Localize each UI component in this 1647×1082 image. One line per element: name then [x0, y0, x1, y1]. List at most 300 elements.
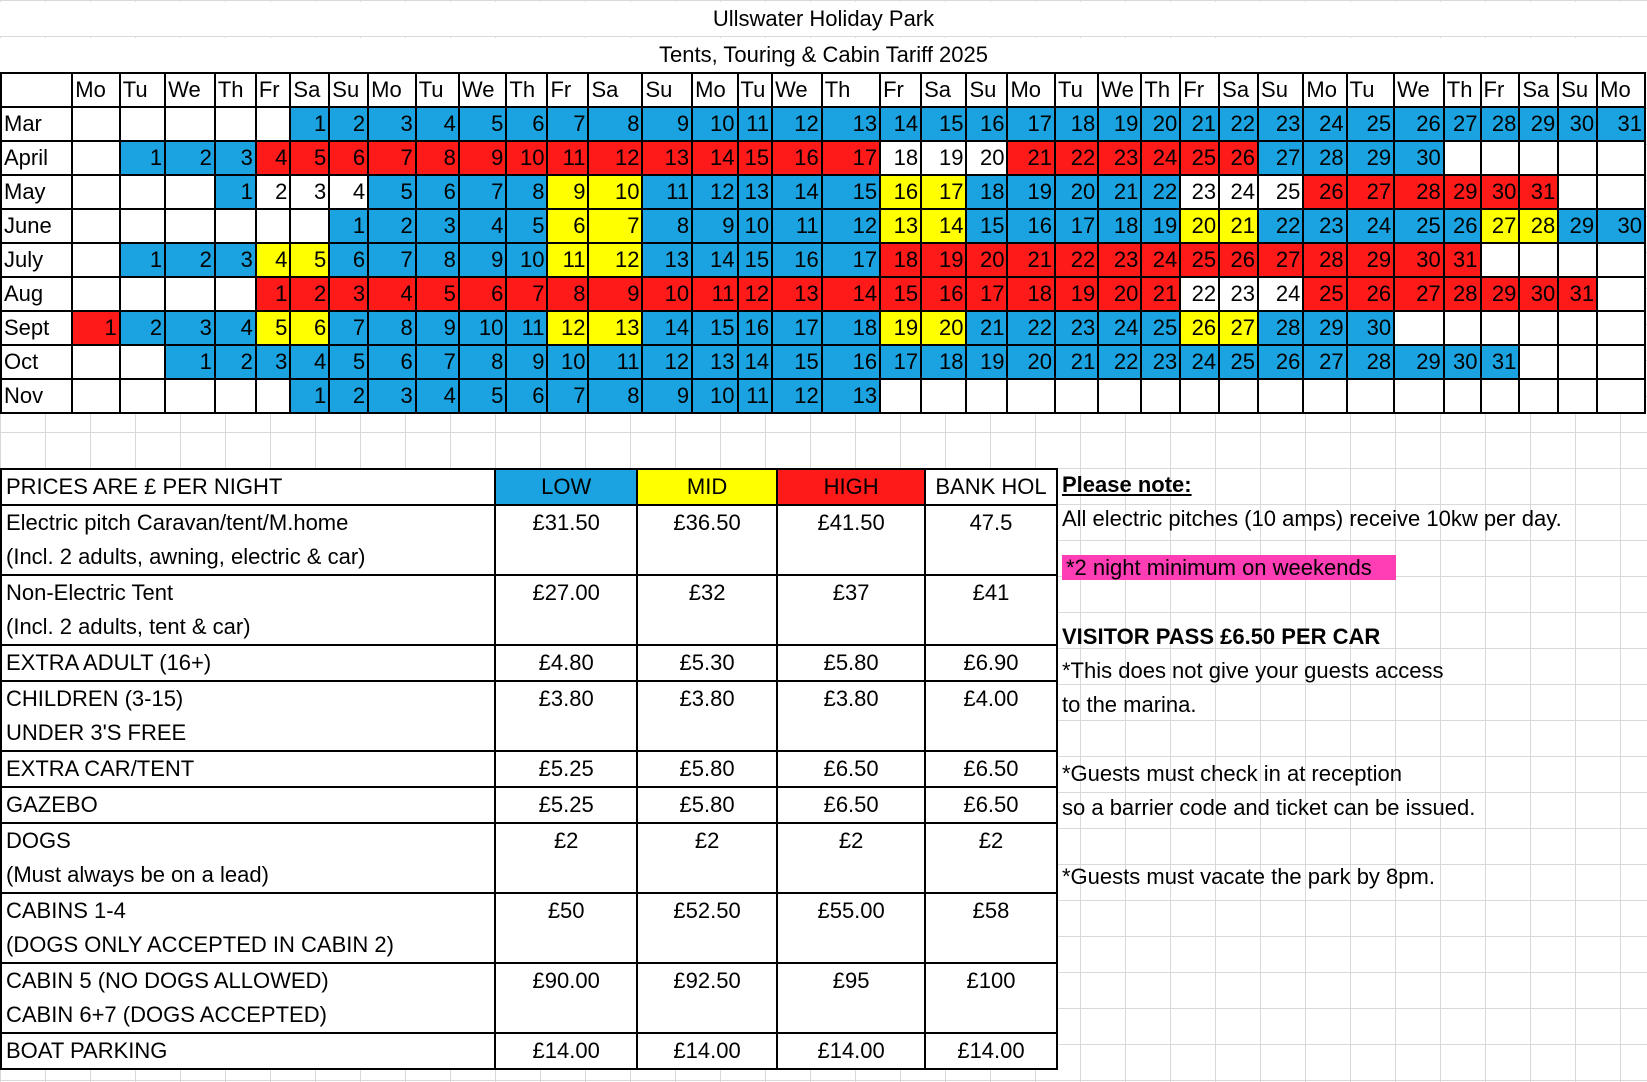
calendar-day: 7	[368, 141, 416, 175]
calendar-day: 12	[692, 175, 737, 209]
calendar-day: 15	[880, 277, 921, 311]
calendar-day: 9	[588, 277, 642, 311]
calendar-day: 12	[738, 277, 773, 311]
day-header: We	[1394, 73, 1444, 107]
mid-season-header: MID	[637, 469, 777, 505]
calendar-day: 10	[459, 311, 507, 345]
calendar-day: 7	[368, 243, 416, 277]
empty-day	[1481, 379, 1520, 413]
calendar-day: 1	[120, 243, 165, 277]
empty-day	[1519, 243, 1558, 277]
calendar-day: 8	[416, 243, 459, 277]
month-name: July	[1, 243, 72, 277]
calendar-day: 25	[1180, 243, 1219, 277]
low-price: £5.25	[495, 787, 636, 823]
calendar-day: 18	[880, 243, 921, 277]
note-electric: All electric pitches (10 amps) receive 10kw per day.	[1062, 506, 1562, 531]
calendar-day: 15	[822, 175, 880, 209]
empty-day	[215, 379, 256, 413]
low-price	[495, 998, 636, 1033]
calendar-day: 12	[772, 379, 822, 413]
calendar-day: 29	[1347, 243, 1395, 277]
calendar-day: 12	[822, 209, 880, 243]
calendar-day: 7	[547, 107, 588, 141]
calendar-day: 6	[416, 175, 459, 209]
empty-day	[1558, 311, 1597, 345]
calendar-day: 1	[290, 379, 329, 413]
empty-day	[1597, 311, 1645, 345]
calendar-day: 17	[772, 311, 822, 345]
high-price	[777, 610, 925, 645]
low-price: £4.80	[495, 645, 636, 681]
day-header: Th	[822, 73, 880, 107]
day-header-row	[1, 73, 1645, 107]
high-price: £3.80	[777, 681, 925, 716]
calendar-day: 29	[1347, 141, 1395, 175]
calendar-day: 23	[1098, 141, 1141, 175]
day-header: Sa	[921, 73, 966, 107]
calendar-day: 27	[1481, 209, 1520, 243]
mid-price: £5.80	[637, 787, 777, 823]
month-row	[1, 345, 1645, 379]
empty-day	[1519, 345, 1558, 379]
price-item-label: EXTRA CAR/TENT	[1, 751, 495, 787]
month-name: Oct	[1, 345, 72, 379]
calendar-day: 6	[329, 141, 368, 175]
calendar-day: 3	[215, 141, 256, 175]
calendar-day: 24	[1180, 345, 1219, 379]
note-checkin-2: so a barrier code and ticket can be issued.	[1062, 795, 1476, 820]
empty-day	[120, 277, 165, 311]
month-name: Nov	[1, 379, 72, 413]
day-header: We	[165, 73, 215, 107]
day-header: Mo	[1303, 73, 1346, 107]
calendar-day: 3	[215, 243, 256, 277]
day-header: Th	[506, 73, 547, 107]
calendar-day: 26	[1219, 141, 1258, 175]
month-name: Aug	[1, 277, 72, 311]
bank-holiday-price: £14.00	[925, 1033, 1057, 1069]
day-header: Tu	[1055, 73, 1098, 107]
calendar-day: 27	[1444, 107, 1481, 141]
price-row	[1, 963, 1057, 998]
bank-holiday-price: £41	[925, 575, 1057, 610]
note-marina-1: *This does not give your guests access	[1062, 658, 1444, 683]
bank-holiday-price: £2	[925, 823, 1057, 858]
low-price: £14.00	[495, 1033, 636, 1069]
calendar-day: 22	[1098, 345, 1141, 379]
empty-day	[880, 379, 921, 413]
calendar-day: 10	[642, 277, 692, 311]
calendar-day: 29	[1481, 277, 1520, 311]
calendar-day: 5	[459, 379, 507, 413]
calendar-day: 19	[880, 311, 921, 345]
calendar-day: 9	[642, 107, 692, 141]
calendar-day: 5	[416, 277, 459, 311]
bank-holiday-price	[925, 716, 1057, 751]
calendar-day: 8	[506, 175, 547, 209]
calendar-day: 13	[642, 243, 692, 277]
high-price: £55.00	[777, 893, 925, 928]
empty-day	[256, 107, 291, 141]
calendar-day: 20	[1055, 175, 1098, 209]
calendar-day: 28	[1394, 175, 1444, 209]
mid-price: £2	[637, 823, 777, 858]
price-row	[1, 610, 1057, 645]
calendar-day: 15	[921, 107, 966, 141]
empty-day	[1597, 277, 1645, 311]
price-row	[1, 928, 1057, 963]
note-checkin-1: *Guests must check in at reception	[1062, 761, 1402, 786]
day-header: Th	[1141, 73, 1180, 107]
calendar-day: 26	[1444, 209, 1481, 243]
calendar-day: 2	[165, 141, 215, 175]
calendar-day: 25	[1219, 345, 1258, 379]
calendar-day: 26	[1347, 277, 1395, 311]
mid-price	[637, 716, 777, 751]
calendar-day: 17	[880, 345, 921, 379]
calendar-day: 9	[547, 175, 588, 209]
low-price	[495, 610, 636, 645]
calendar-day: 3	[256, 345, 291, 379]
month-row	[1, 175, 1645, 209]
calendar-day: 20	[966, 141, 1007, 175]
empty-day	[290, 209, 329, 243]
calendar-day: 18	[822, 311, 880, 345]
price-item-label: GAZEBO	[1, 787, 495, 823]
calendar-day: 30	[1558, 107, 1597, 141]
calendar-day: 9	[692, 209, 737, 243]
mid-price	[637, 928, 777, 963]
calendar-day: 13	[880, 209, 921, 243]
price-item-label: CABINS 1-4	[1, 893, 495, 928]
day-header: Fr	[880, 73, 921, 107]
calendar-day: 17	[822, 243, 880, 277]
bank-holiday-price: £100	[925, 963, 1057, 998]
calendar-day: 6	[329, 243, 368, 277]
calendar-day: 12	[588, 243, 642, 277]
calendar-day: 29	[1519, 107, 1558, 141]
calendar-day: 4	[215, 311, 256, 345]
price-item-label: (DOGS ONLY ACCEPTED IN CABIN 2)	[1, 928, 495, 963]
calendar-day: 4	[368, 277, 416, 311]
calendar-day: 18	[1055, 107, 1098, 141]
calendar-day: 2	[256, 175, 291, 209]
calendar-day: 11	[588, 345, 642, 379]
minimum-stay-highlight: *2 night minimum on weekends	[1062, 555, 1396, 580]
day-header: Mo	[368, 73, 416, 107]
notes-heading: Please note:	[1062, 472, 1192, 497]
day-header: Th	[1444, 73, 1481, 107]
empty-day	[256, 209, 291, 243]
calendar-day: 1	[256, 277, 291, 311]
calendar-day: 12	[772, 107, 822, 141]
calendar-day: 27	[1303, 345, 1346, 379]
calendar-day: 27	[1258, 243, 1303, 277]
day-header: Su	[1258, 73, 1303, 107]
month-row	[1, 311, 1645, 345]
calendar-day: 9	[506, 345, 547, 379]
calendar-day: 9	[459, 243, 507, 277]
calendar-day: 24	[1258, 277, 1303, 311]
empty-day	[72, 379, 120, 413]
calendar-day: 19	[1055, 277, 1098, 311]
calendar-day: 24	[1219, 175, 1258, 209]
calendar-day: 17	[822, 141, 880, 175]
calendar-day: 11	[642, 175, 692, 209]
calendar-day: 27	[1258, 141, 1303, 175]
price-item-label: Non-Electric Tent	[1, 575, 495, 610]
calendar-day: 25	[1394, 209, 1444, 243]
page-subtitle: Tents, Touring & Cabin Tariff 2025	[0, 38, 1647, 72]
low-price: £50	[495, 893, 636, 928]
calendar-day: 5	[459, 107, 507, 141]
empty-day	[215, 209, 256, 243]
calendar-day: 16	[921, 277, 966, 311]
month-name: Sept	[1, 311, 72, 345]
empty-day	[1481, 243, 1520, 277]
calendar-day: 26	[1180, 311, 1219, 345]
high-price: £2	[777, 823, 925, 858]
calendar-day: 10	[588, 175, 642, 209]
calendar-day: 16	[822, 345, 880, 379]
low-price	[495, 540, 636, 575]
day-header: Mo	[1007, 73, 1055, 107]
calendar-day: 28	[1444, 277, 1481, 311]
calendar-day: 18	[921, 345, 966, 379]
calendar-day: 13	[822, 107, 880, 141]
empty-day	[165, 379, 215, 413]
calendar-day: 24	[1303, 107, 1346, 141]
tariff-calendar	[0, 72, 1646, 414]
day-header: Sa	[1519, 73, 1558, 107]
bank-holiday-header: BANK HOL	[925, 469, 1057, 505]
calendar-day: 23	[1098, 243, 1141, 277]
month-row	[1, 379, 1645, 413]
calendar-day: 13	[822, 379, 880, 413]
price-row	[1, 787, 1057, 823]
low-price: £27.00	[495, 575, 636, 610]
day-header: Fr	[1481, 73, 1520, 107]
calendar-day: 2	[329, 107, 368, 141]
calendar-day: 16	[772, 141, 822, 175]
calendar-day: 23	[1303, 209, 1346, 243]
calendar-day: 22	[1055, 243, 1098, 277]
day-header: Sa	[1219, 73, 1258, 107]
calendar-day: 22	[1258, 209, 1303, 243]
day-header: Sa	[588, 73, 642, 107]
calendar-day: 20	[1141, 107, 1180, 141]
calendar-day: 25	[1180, 141, 1219, 175]
calendar-day: 5	[290, 141, 329, 175]
calendar-day: 21	[1098, 175, 1141, 209]
day-header: Su	[966, 73, 1007, 107]
calendar-day: 14	[772, 175, 822, 209]
calendar-day: 20	[966, 243, 1007, 277]
bank-holiday-price	[925, 998, 1057, 1033]
calendar-day: 2	[165, 243, 215, 277]
month-row	[1, 277, 1645, 311]
calendar-day: 10	[506, 141, 547, 175]
calendar-day: 11	[738, 107, 773, 141]
empty-day	[1558, 243, 1597, 277]
page-title: Ullswater Holiday Park	[0, 2, 1647, 36]
calendar-day: 24	[1098, 311, 1141, 345]
day-header: We	[1098, 73, 1141, 107]
empty-day	[215, 107, 256, 141]
high-price	[777, 858, 925, 893]
calendar-day: 3	[290, 175, 329, 209]
empty-day	[215, 277, 256, 311]
calendar-day: 1	[215, 175, 256, 209]
price-row	[1, 1033, 1057, 1069]
bank-holiday-price	[925, 858, 1057, 893]
calendar-day: 28	[1481, 107, 1520, 141]
calendar-day: 6	[368, 345, 416, 379]
calendar-day: 27	[1219, 311, 1258, 345]
calendar-day: 29	[1303, 311, 1346, 345]
calendar-day: 24	[1347, 209, 1395, 243]
price-row	[1, 998, 1057, 1033]
bank-holiday-price: £58	[925, 893, 1057, 928]
calendar-day: 21	[1055, 345, 1098, 379]
calendar-day: 5	[368, 175, 416, 209]
calendar-day: 11	[506, 311, 547, 345]
calendar-day: 10	[692, 107, 737, 141]
low-price: £90.00	[495, 963, 636, 998]
calendar-day: 7	[416, 345, 459, 379]
price-row	[1, 540, 1057, 575]
calendar-day: 25	[1258, 175, 1303, 209]
calendar-day: 9	[459, 141, 507, 175]
empty-day	[1519, 311, 1558, 345]
calendar-day: 2	[215, 345, 256, 379]
empty-day	[1519, 379, 1558, 413]
calendar-day: 6	[506, 379, 547, 413]
calendar-day: 18	[966, 175, 1007, 209]
calendar-day: 18	[1098, 209, 1141, 243]
bank-holiday-price	[925, 928, 1057, 963]
calendar-day: 30	[1347, 311, 1395, 345]
day-header: Tu	[120, 73, 165, 107]
calendar-day: 6	[506, 107, 547, 141]
empty-day	[1007, 379, 1055, 413]
calendar-day: 4	[256, 243, 291, 277]
price-row	[1, 893, 1057, 928]
calendar-day: 15	[738, 243, 773, 277]
calendar-day: 28	[1347, 345, 1395, 379]
calendar-day: 16	[772, 243, 822, 277]
empty-day	[1597, 175, 1645, 209]
empty-day	[1444, 379, 1481, 413]
calendar-day: 22	[1180, 277, 1219, 311]
empty-day	[165, 175, 215, 209]
calendar-day: 14	[822, 277, 880, 311]
high-price: £6.50	[777, 751, 925, 787]
calendar-day: 12	[588, 141, 642, 175]
day-header: We	[459, 73, 507, 107]
low-price	[495, 858, 636, 893]
empty-day	[72, 345, 120, 379]
calendar-day: 7	[506, 277, 547, 311]
calendar-day: 16	[966, 107, 1007, 141]
calendar-day: 22	[1055, 141, 1098, 175]
empty-day	[1347, 379, 1395, 413]
empty-day	[120, 345, 165, 379]
calendar-day: 16	[738, 311, 773, 345]
calendar-day: 21	[1180, 107, 1219, 141]
calendar-day: 31	[1597, 107, 1645, 141]
empty-day	[165, 107, 215, 141]
calendar-day: 25	[1347, 107, 1395, 141]
calendar-day: 17	[921, 175, 966, 209]
day-header: Fr	[547, 73, 588, 107]
empty-day	[165, 277, 215, 311]
empty-day	[1597, 379, 1645, 413]
day-header: Su	[1558, 73, 1597, 107]
calendar-day: 26	[1394, 107, 1444, 141]
calendar-day: 29	[1394, 345, 1444, 379]
mid-price: £32	[637, 575, 777, 610]
empty-day	[1141, 379, 1180, 413]
low-price: £3.80	[495, 681, 636, 716]
price-item-label: CHILDREN (3-15)	[1, 681, 495, 716]
month-row	[1, 141, 1645, 175]
day-header: Sa	[290, 73, 329, 107]
calendar-day: 8	[547, 277, 588, 311]
mid-price: £36.50	[637, 505, 777, 540]
empty-day	[120, 379, 165, 413]
calendar-day: 26	[1303, 175, 1346, 209]
calendar-day: 4	[416, 379, 459, 413]
bank-holiday-price: 47.5	[925, 505, 1057, 540]
calendar-day: 14	[642, 311, 692, 345]
month-name: June	[1, 209, 72, 243]
mid-price	[637, 610, 777, 645]
day-header: Fr	[256, 73, 291, 107]
calendar-day: 24	[1141, 243, 1180, 277]
calendar-day: 5	[256, 311, 291, 345]
calendar-day: 8	[642, 209, 692, 243]
day-header: Tu	[738, 73, 773, 107]
calendar-day: 6	[547, 209, 588, 243]
price-header-label: PRICES ARE £ PER NIGHT	[1, 469, 495, 505]
calendar-day: 2	[290, 277, 329, 311]
calendar-day: 8	[416, 141, 459, 175]
mid-price	[637, 998, 777, 1033]
low-price	[495, 716, 636, 751]
calendar-day: 30	[1597, 209, 1645, 243]
low-season-header: LOW	[495, 469, 636, 505]
calendar-day: 10	[738, 209, 773, 243]
calendar-day: 11	[772, 209, 822, 243]
high-price: £41.50	[777, 505, 925, 540]
calendar-day: 3	[368, 107, 416, 141]
calendar-day: 2	[368, 209, 416, 243]
price-item-label: CABIN 6+7 (DOGS ACCEPTED)	[1, 998, 495, 1033]
calendar-day: 11	[547, 243, 588, 277]
calendar-day: 21	[966, 311, 1007, 345]
calendar-day: 8	[368, 311, 416, 345]
month-row	[1, 243, 1645, 277]
empty-day	[966, 379, 1007, 413]
calendar-day: 29	[1558, 209, 1597, 243]
calendar-day: 30	[1481, 175, 1520, 209]
calendar-day: 20	[1180, 209, 1219, 243]
empty-day	[72, 141, 120, 175]
calendar-day: 4	[256, 141, 291, 175]
calendar-day: 13	[772, 277, 822, 311]
